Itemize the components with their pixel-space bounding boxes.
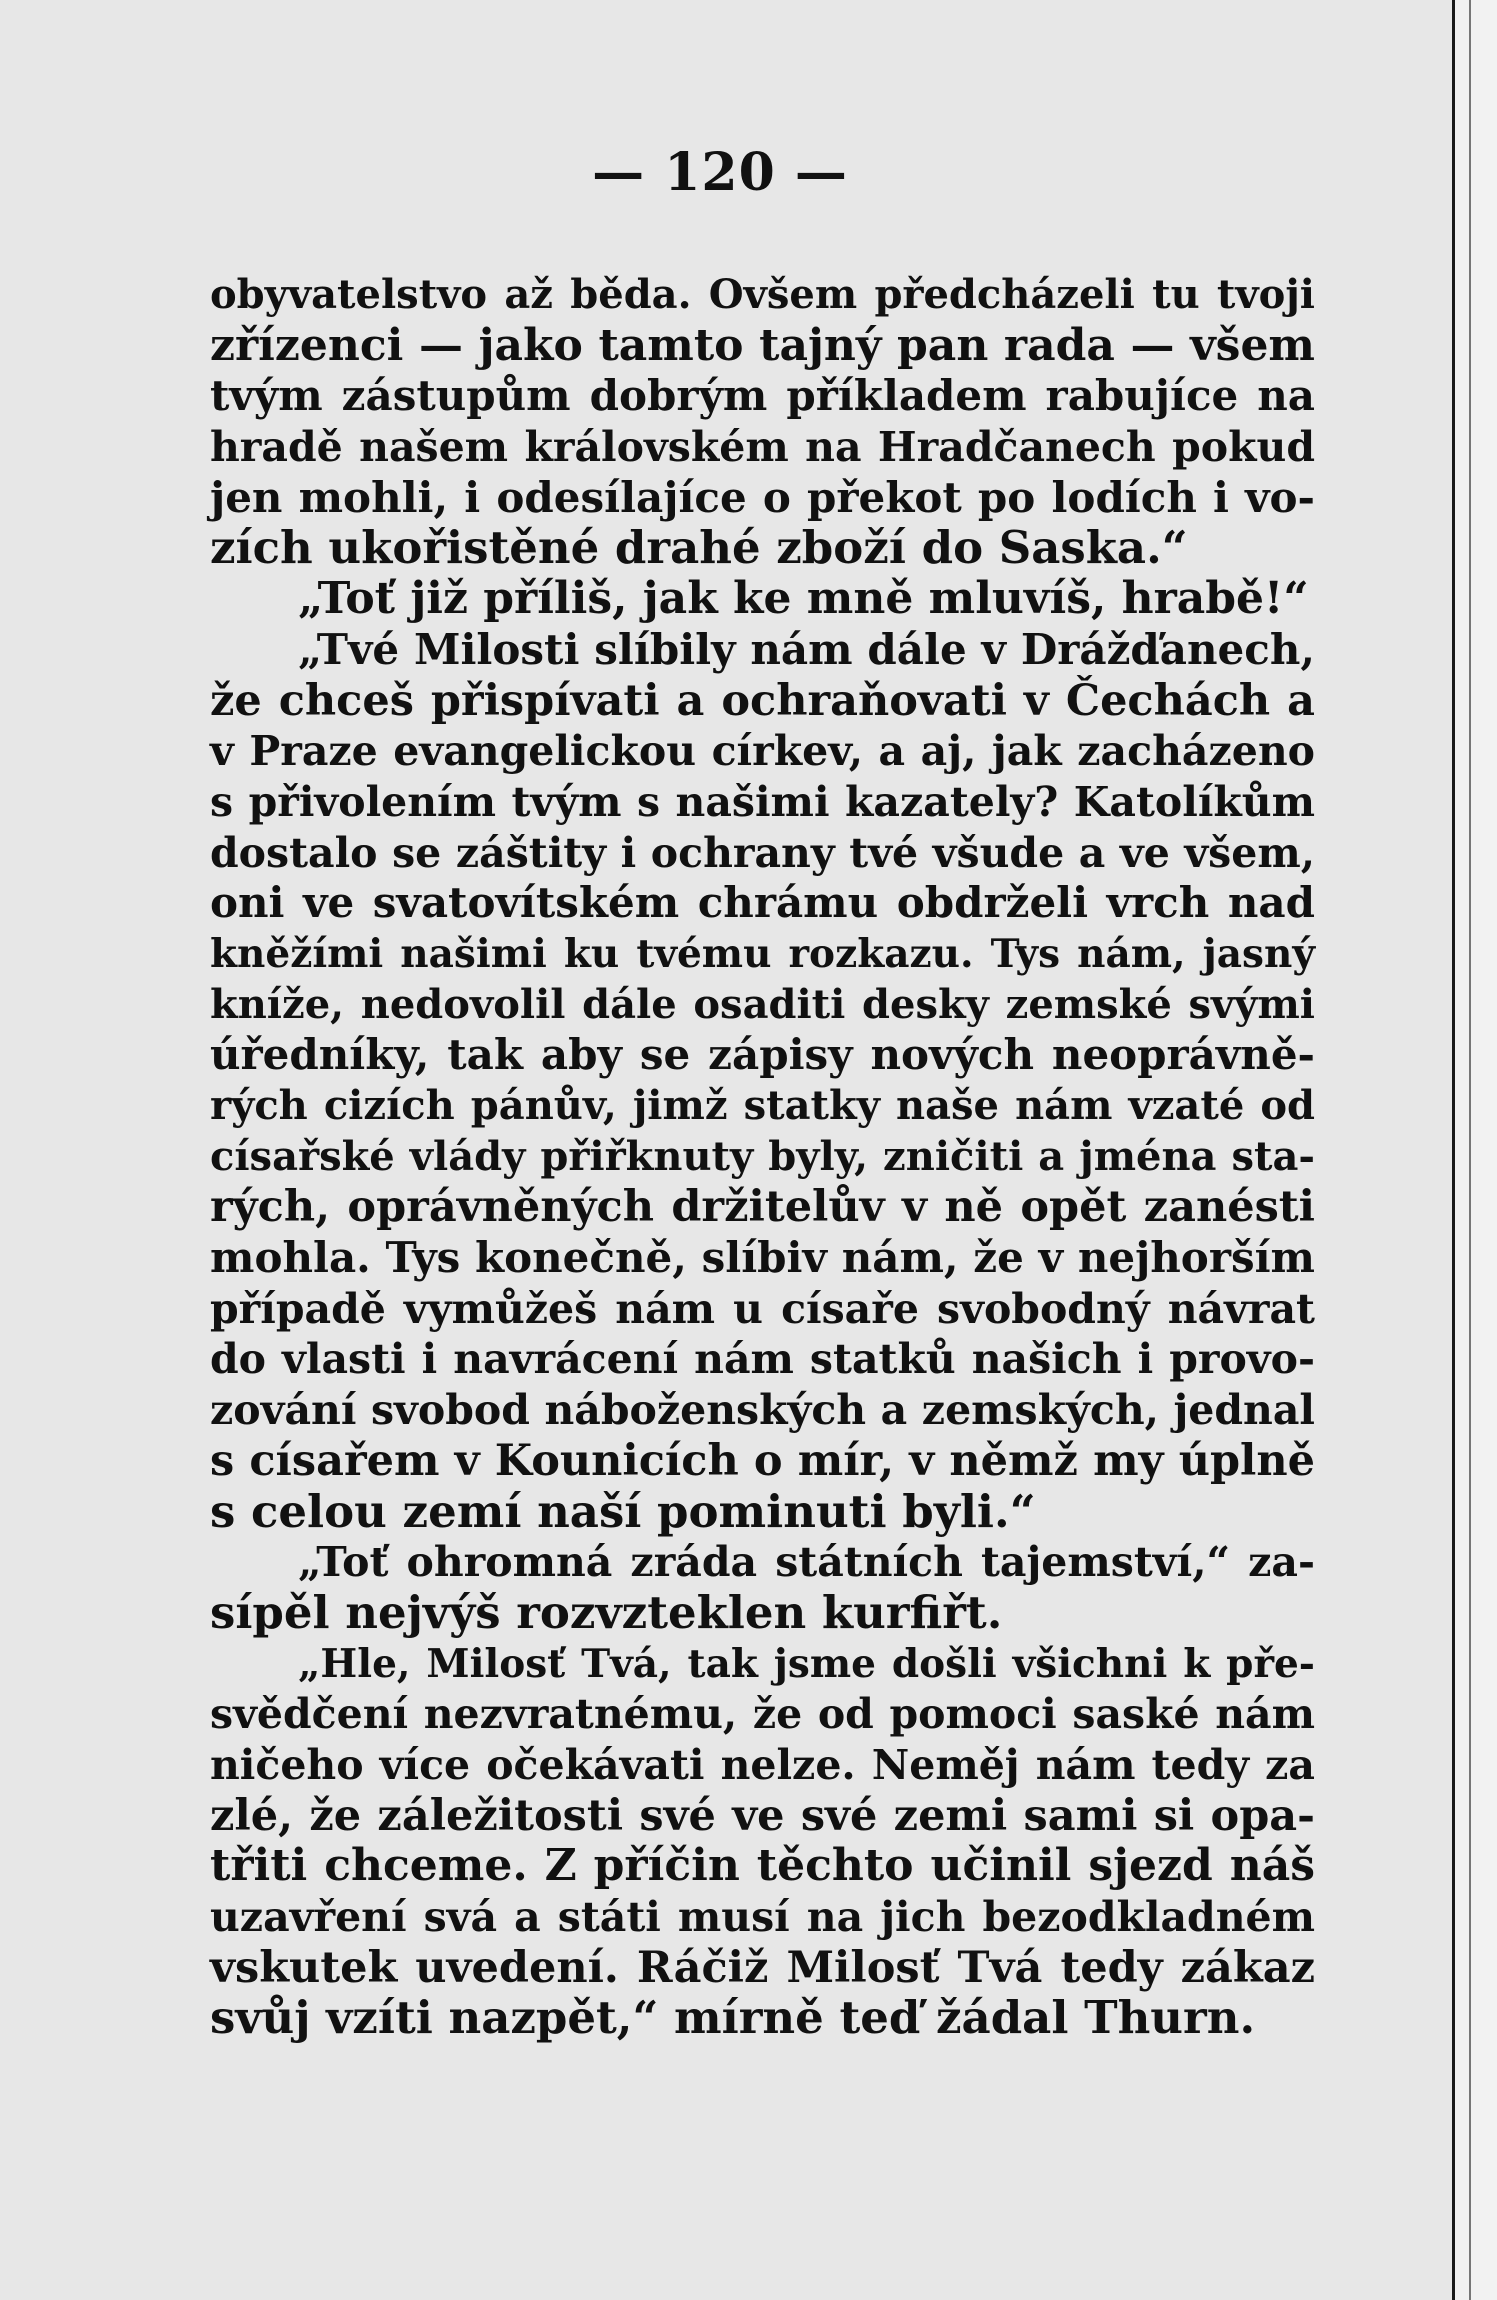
text-line: „Toť ohromná zráda státních tajemství,“ za- xyxy=(298,1538,1315,1587)
text-line: s celou zemí naší pominuti byli.“ xyxy=(210,1484,1036,1538)
text-line: sípěl nejvýš rozvzteklen kurfiřt. xyxy=(210,1585,1003,1639)
text-line: kníže, nedovolil dále osaditi desky zemské svými xyxy=(210,980,1315,1028)
text-line: v Praze evangelickou církev, a aj, jak zacházeno xyxy=(210,727,1315,776)
text-line: třiti chceme. Z příčin těchto učinil sjezd náš xyxy=(210,1840,1315,1892)
text-line: dostalo se záštity i ochrany tvé všude a ve všem, xyxy=(210,828,1315,877)
text-line: tvým zástupům dobrým příkladem rabujíce na xyxy=(210,371,1315,421)
text-line: zích ukořistěné drahé zboží do Saska.“ xyxy=(210,521,1188,575)
text-line: že chceš přispívati a ochraňovati v Čechách a xyxy=(210,675,1315,726)
text-line: mohla. Tys konečně, slíbiv nám, že v nejhorším xyxy=(210,1233,1315,1283)
page-number: — 120 — xyxy=(592,142,848,203)
text-line: oni ve svatovítském chrámu obdrželi vrch nad xyxy=(210,878,1315,928)
text-line: „Toť již příliš, jak ke mně mluvíš, hrabě!“ xyxy=(298,573,1309,625)
text-line: hradě našem královském na Hradčanech pokud xyxy=(210,423,1315,472)
text-line: uzavření svá a státi musí na jich bezodkladném xyxy=(210,1893,1315,1941)
text-line: úředníky, tak aby se zápisy nových neoprávně- xyxy=(210,1030,1315,1080)
body-text xyxy=(210,270,1315,2044)
text-line: vskutek uvedení. Ráčiž Milosť Tvá tedy zákaz xyxy=(210,1942,1315,1993)
text-line: kněžími našimi ku tvému rozkazu. Tys nám, jasný xyxy=(210,930,1315,977)
text-line: s přivolením tvým s našimi kazately? Katolíkům xyxy=(210,777,1315,826)
text-line: rých, oprávněných držitelův v ně opět zanésti xyxy=(210,1182,1315,1233)
text-line: svědčení nezvratnému, že od pomoci saské nám xyxy=(210,1690,1315,1739)
text-line: zřízenci — jako tamto tajný pan rada — všem xyxy=(210,319,1315,371)
text-line: císařské vlády přiřknuty byly, zničiti a jména sta- xyxy=(210,1132,1315,1180)
text-line: „Tvé Milosti slíbily nám dále v Drážďanech, xyxy=(298,624,1315,674)
text-line: obyvatelstvo až běda. Ovšem předcházeli tu tvoji xyxy=(210,271,1315,318)
text-line: ničeho více očekávati nelze. Neměj nám tedy za xyxy=(210,1740,1315,1789)
page-edge-border xyxy=(1452,0,1497,2300)
text-line: případě vymůžeš nám u císaře svobodný návrat xyxy=(210,1284,1315,1333)
text-line: svůj vzíti nazpět,“ mírně teď žádal Thurn. xyxy=(210,1991,1256,2045)
text-line: rých cizích pánův, jimž statky naše nám vzaté od xyxy=(210,1082,1315,1129)
page-edge-line xyxy=(1469,0,1471,2300)
text-line: zování svobod náboženských a zemských, jednal xyxy=(210,1386,1315,1435)
text-line: s císařem v Kounicích o mír, v němž my úplně xyxy=(210,1435,1315,1486)
text-line: „Hle, Milosť Tvá, tak jsme došli všichni k pře- xyxy=(298,1640,1315,1687)
text-line: jen mohli, i odesílajíce o překot po lodích i vo- xyxy=(210,472,1315,522)
text-line: do vlasti i navrácení nám statků našich i provo- xyxy=(210,1335,1315,1384)
text-line: zlé, že záležitosti své ve své zemi sami si opa- xyxy=(210,1790,1315,1841)
